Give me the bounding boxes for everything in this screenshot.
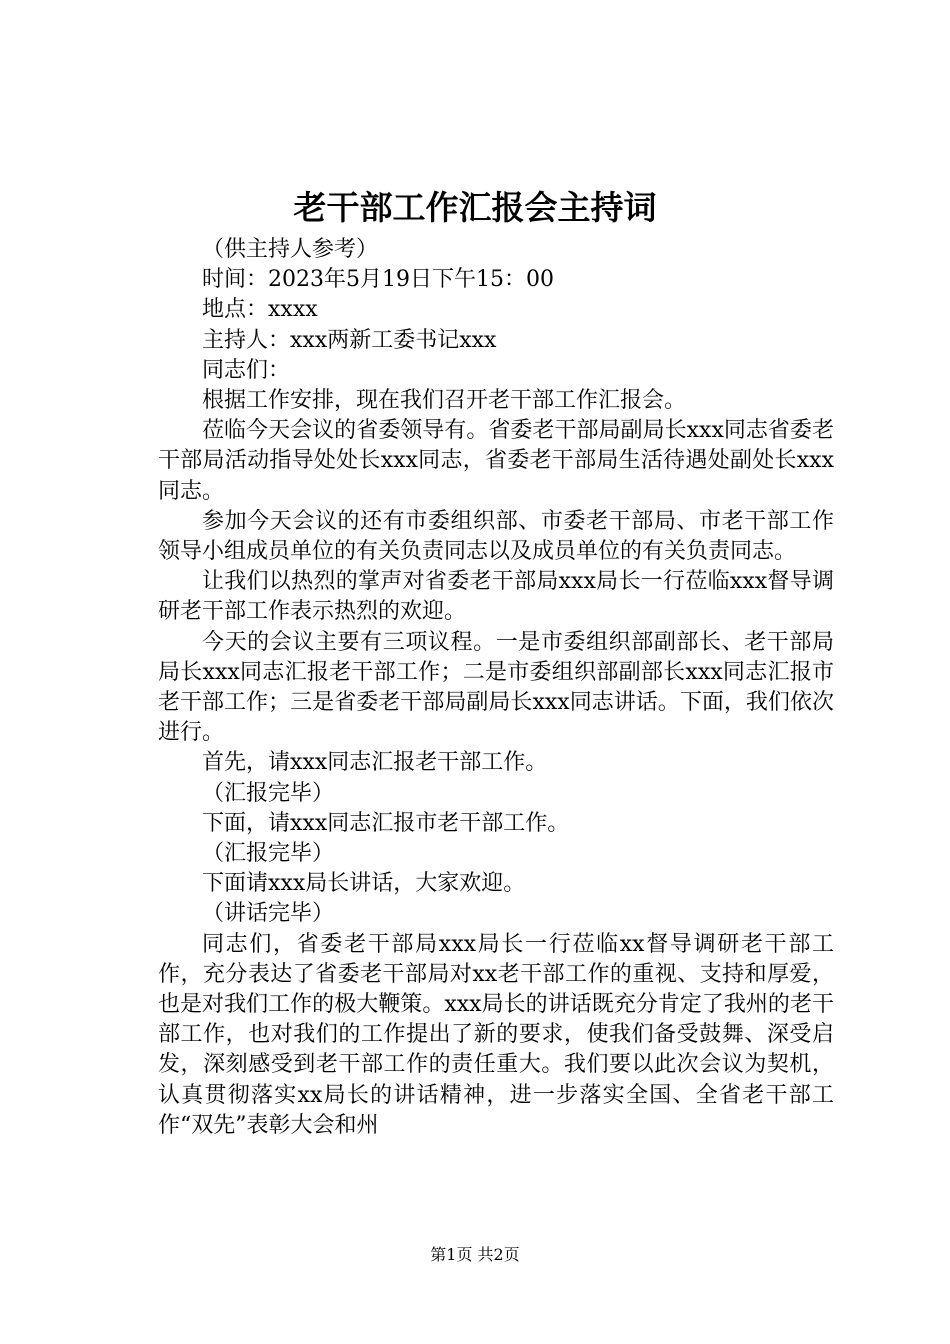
body-paragraph: 今天的会议主要有三项议程。一是市委组织部副部长、老干部局局长xxx同志汇报老干部工作；二是市委组织部副部长xxx同志汇报市老干部工作；三是省委老干部局副局长xxx同志讲话。下面，我们依次进行。	[158, 629, 834, 746]
body-paragraph: 让我们以热烈的掌声对省委老干部局xxx局长一行莅临xxx督导调研老干部工作表示热烈的欢迎。	[158, 569, 834, 625]
host-paragraph: 主持人：xxx两新工委书记xxx	[202, 327, 497, 353]
body-paragraph: 莅临今天会议的省委领导有。省委老干部局副局长xxx同志省委老干部局活动指导处处长xxx同志，省委老干部局生活待遇处副处长xxx同志。	[158, 418, 834, 504]
page-number-footer: 第1页 共2页	[430, 1245, 520, 1264]
document-title: 老干部工作汇报会主持词	[293, 188, 657, 227]
salutation-paragraph: 同志们：	[202, 357, 291, 383]
body-paragraph: 同志们，省委老干部局xxx局长一行莅临xx督导调研老干部工作，充分表达了省委老干部局对xx老干部工作的重视、支持和厚爱，也是对我们工作的极大鞭策。xxx局长的讲话既充分肯定了我州的老干部工作，也对我们的工作提出了新的要求，使我们备受鼓舞、深受启发，深刻感受到老干部工作的责任重大。我们要以此次会议为契机，认真贯彻落实xx局长的讲话精神，进一步落实全国、全省老干部工作“双先”表彰大会和州	[158, 931, 834, 1138]
body-paragraph: 下面，请xxx同志汇报市老干部工作。	[202, 810, 570, 836]
stage-note-paragraph: （汇报完毕）	[202, 841, 335, 867]
stage-note-paragraph: （汇报完毕）	[202, 780, 335, 806]
document-body	[158, 235, 834, 1141]
location-paragraph: 地点：xxxx	[202, 297, 318, 323]
body-paragraph: 首先，请xxx同志汇报老干部工作。	[202, 750, 548, 776]
body-paragraph: 下面请xxx局长讲话，大家欢迎。	[202, 871, 526, 897]
time-paragraph: 时间：2023年5月19日下午15：00	[202, 267, 554, 293]
stage-note-paragraph: （讲话完毕）	[202, 901, 335, 927]
body-paragraph: 参加今天会议的还有市委组织部、市委老干部局、市老干部工作领导小组成员单位的有关负责同志以及成员单位的有关负责同志。	[158, 508, 834, 565]
note-paragraph: （供主持人参考）	[202, 237, 379, 262]
body-paragraph: 根据工作安排，现在我们召开老干部工作汇报会。	[202, 388, 687, 414]
